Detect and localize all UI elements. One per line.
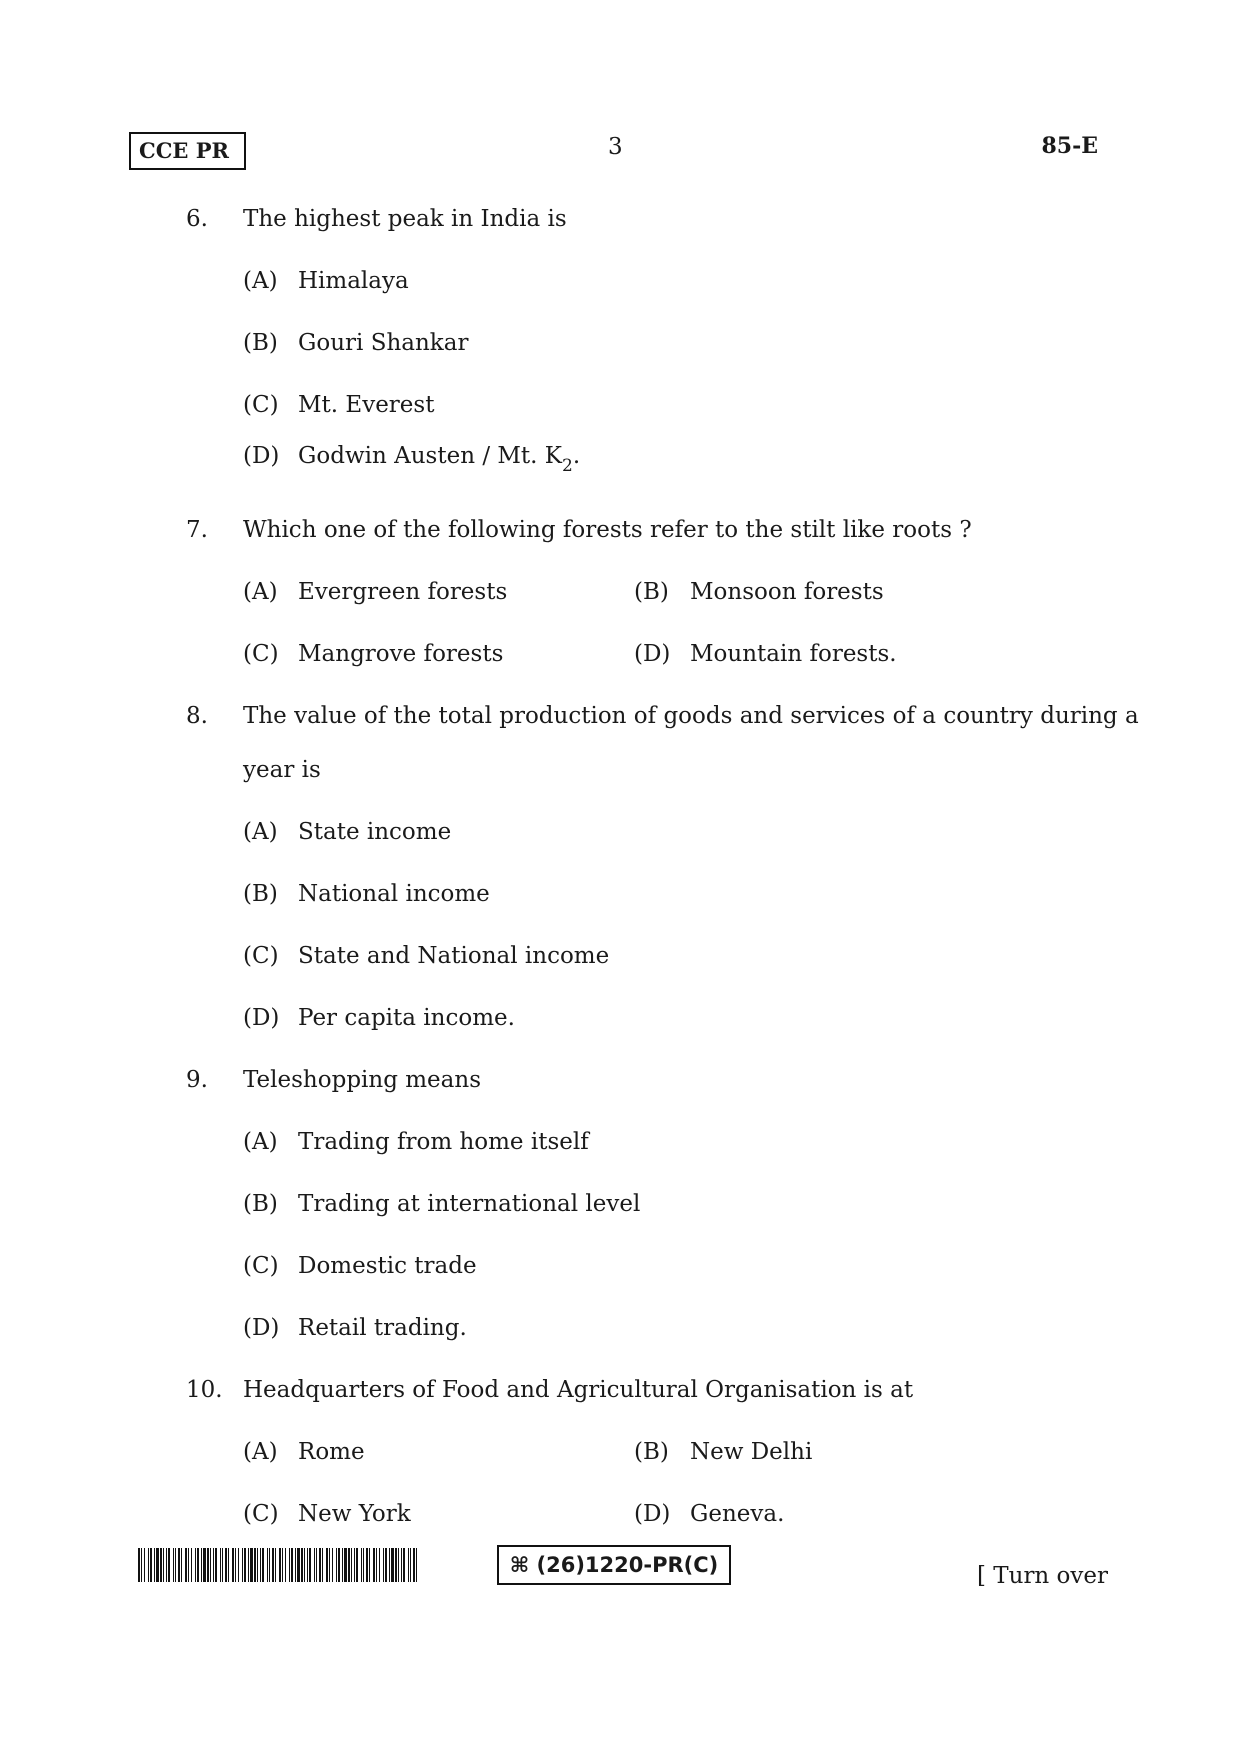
question-text: Headquarters of Food and Agricultural Organisation is at bbox=[243, 1377, 914, 1403]
option-letter: (D) bbox=[634, 641, 671, 667]
barcode-bar bbox=[244, 1548, 246, 1582]
barcode-bar bbox=[408, 1548, 409, 1582]
barcode-bar bbox=[191, 1548, 192, 1582]
option-letter: (B) bbox=[243, 881, 278, 907]
option-text: Domestic trade bbox=[298, 1253, 477, 1279]
barcode-bar bbox=[322, 1548, 323, 1582]
barcode-bar bbox=[366, 1548, 368, 1582]
option-subscript: 2 bbox=[561, 456, 573, 476]
barcode-bar bbox=[413, 1548, 415, 1582]
barcode-bar bbox=[416, 1548, 417, 1582]
option-text: Mountain forests. bbox=[690, 641, 897, 667]
barcode-bar bbox=[356, 1548, 358, 1582]
barcode-bar bbox=[232, 1548, 234, 1582]
option-letter: (B) bbox=[243, 1191, 278, 1217]
command-icon: ⌘ bbox=[509, 1553, 530, 1577]
barcode-bar bbox=[225, 1548, 227, 1582]
barcode-bar bbox=[254, 1548, 256, 1582]
barcode-bar bbox=[215, 1548, 217, 1582]
barcode-bar bbox=[363, 1548, 364, 1582]
barcode-bar bbox=[242, 1548, 243, 1582]
barcode-bar bbox=[267, 1548, 268, 1582]
barcode-bar bbox=[279, 1548, 281, 1582]
option-letter: (C) bbox=[243, 943, 279, 969]
page-number: 3 bbox=[608, 134, 623, 160]
barcode-bar bbox=[210, 1548, 211, 1582]
question-number: 6. bbox=[186, 206, 208, 232]
option-text: New Delhi bbox=[690, 1439, 813, 1465]
footer-code-box bbox=[497, 1545, 731, 1585]
barcode-bar bbox=[148, 1548, 149, 1582]
barcode-bar bbox=[285, 1548, 286, 1582]
barcode-bar bbox=[138, 1548, 140, 1582]
barcode-bar bbox=[332, 1548, 333, 1582]
footer-code-text: (26)1220-PR(C) bbox=[536, 1553, 719, 1577]
barcode-bar bbox=[295, 1548, 296, 1582]
option-text: Monsoon forests bbox=[690, 579, 884, 605]
option-letter: (A) bbox=[243, 268, 278, 294]
option-text bbox=[298, 441, 581, 476]
barcode-bar bbox=[385, 1548, 387, 1582]
paper-code: 85-E bbox=[1041, 133, 1098, 159]
barcode-bar bbox=[144, 1548, 145, 1582]
option-letter: (D) bbox=[634, 1501, 671, 1527]
barcode-bar bbox=[348, 1548, 350, 1582]
barcode-bar bbox=[228, 1548, 229, 1582]
barcode-bar bbox=[235, 1548, 236, 1582]
option-text: Trading from home itself bbox=[298, 1129, 589, 1155]
barcode-bar bbox=[222, 1548, 223, 1582]
barcode-bar bbox=[188, 1548, 189, 1582]
barcode-bar bbox=[175, 1548, 176, 1582]
barcode-bar bbox=[301, 1548, 303, 1582]
option-text-main: Godwin Austen / Mt. K bbox=[298, 443, 562, 469]
barcode-bar bbox=[383, 1548, 384, 1582]
barcode-bar bbox=[361, 1548, 362, 1582]
question-text-line-1: The value of the total production of goods and services of a country during a bbox=[243, 703, 1139, 729]
turn-over-label: [ Turn over bbox=[977, 1563, 1109, 1589]
barcode-bar bbox=[304, 1548, 305, 1582]
barcode-bar bbox=[163, 1548, 164, 1582]
barcode-bar bbox=[238, 1548, 239, 1582]
option-letter: (B) bbox=[634, 579, 669, 605]
option-text: State income bbox=[298, 819, 452, 845]
option-text: New York bbox=[298, 1501, 411, 1527]
option-suffix: . bbox=[572, 443, 581, 469]
barcode-bar bbox=[220, 1548, 221, 1582]
barcode-bar bbox=[269, 1548, 270, 1582]
barcode-bar bbox=[197, 1548, 199, 1582]
option-letter: (A) bbox=[243, 1129, 278, 1155]
barcode-bar bbox=[398, 1548, 399, 1582]
barcode-bar bbox=[309, 1548, 311, 1582]
barcode-bar bbox=[369, 1548, 370, 1582]
barcode-bar bbox=[344, 1548, 347, 1582]
option-letter: (C) bbox=[243, 1253, 279, 1279]
option-text: Retail trading. bbox=[298, 1315, 467, 1341]
option-text: Mt. Everest bbox=[298, 392, 435, 418]
barcode-bar bbox=[307, 1548, 308, 1582]
barcode-bar bbox=[168, 1548, 170, 1582]
barcode-bar bbox=[160, 1548, 162, 1582]
option-letter: (C) bbox=[243, 641, 279, 667]
barcode-bar bbox=[395, 1548, 397, 1582]
barcode-bar bbox=[401, 1548, 402, 1582]
option-text: National income bbox=[298, 881, 490, 907]
option-letter: (C) bbox=[243, 1501, 279, 1527]
barcode-bar bbox=[282, 1548, 283, 1582]
barcode-bar bbox=[314, 1548, 315, 1582]
barcode-bar bbox=[342, 1548, 343, 1582]
option-letter: (D) bbox=[243, 1005, 280, 1031]
option-letter: (A) bbox=[243, 819, 278, 845]
barcode-bar bbox=[166, 1548, 167, 1582]
barcode-bar bbox=[319, 1548, 321, 1582]
barcode-bar bbox=[389, 1548, 390, 1582]
barcode-bar bbox=[201, 1548, 202, 1582]
option-text: Mangrove forests bbox=[298, 641, 504, 667]
barcode-bar bbox=[150, 1548, 152, 1582]
barcode-bar bbox=[181, 1548, 182, 1582]
option-text: Evergreen forests bbox=[298, 579, 508, 605]
barcode-bar bbox=[297, 1548, 300, 1582]
barcode-bar bbox=[154, 1548, 155, 1582]
barcode-bar bbox=[336, 1548, 337, 1582]
option-text: Geneva. bbox=[690, 1501, 785, 1527]
option-letter: (A) bbox=[243, 1439, 278, 1465]
question-text: Which one of the following forests refer to the stilt like roots ? bbox=[243, 517, 972, 543]
barcode-bar bbox=[329, 1548, 330, 1582]
barcode-bar bbox=[316, 1548, 317, 1582]
barcode-bar bbox=[260, 1548, 261, 1582]
barcode-bar bbox=[403, 1548, 405, 1582]
option-letter: (A) bbox=[243, 579, 278, 605]
option-text: State and National income bbox=[298, 943, 610, 969]
option-letter: (C) bbox=[243, 392, 279, 418]
barcode-bar bbox=[173, 1548, 174, 1582]
question-number: 8. bbox=[186, 703, 208, 729]
barcode-bar bbox=[391, 1548, 394, 1582]
barcode-bar bbox=[351, 1548, 352, 1582]
barcode-bar bbox=[185, 1548, 187, 1582]
barcode-bar bbox=[291, 1548, 293, 1582]
option-letter: (B) bbox=[243, 330, 278, 356]
option-letter: (D) bbox=[243, 443, 280, 469]
barcode-bar bbox=[379, 1548, 380, 1582]
barcode-bar bbox=[376, 1548, 377, 1582]
barcode-bar bbox=[275, 1548, 276, 1582]
header-box-label: CCE PR bbox=[129, 132, 246, 170]
barcode-bar bbox=[338, 1548, 340, 1582]
barcode-bar bbox=[410, 1548, 411, 1582]
barcode-bar bbox=[178, 1548, 180, 1582]
barcode-bar bbox=[156, 1548, 159, 1582]
barcode-bar bbox=[207, 1548, 209, 1582]
barcode-bar bbox=[373, 1548, 375, 1582]
option-text: Per capita income. bbox=[298, 1005, 515, 1031]
option-text: Trading at international level bbox=[298, 1191, 641, 1217]
option-text: Gouri Shankar bbox=[298, 330, 469, 356]
barcode-bar bbox=[250, 1548, 253, 1582]
question-number: 7. bbox=[186, 517, 208, 543]
question-text: Teleshopping means bbox=[243, 1067, 481, 1093]
barcode-bar bbox=[262, 1548, 264, 1582]
question-number: 10. bbox=[186, 1377, 223, 1403]
barcode-bar bbox=[203, 1548, 206, 1582]
question-number: 9. bbox=[186, 1067, 208, 1093]
barcode-bar bbox=[289, 1548, 290, 1582]
question-text: The highest peak in India is bbox=[243, 206, 567, 232]
barcode-bar bbox=[257, 1548, 258, 1582]
barcode-bar bbox=[248, 1548, 249, 1582]
barcode-bar bbox=[195, 1548, 196, 1582]
option-letter: (D) bbox=[243, 1315, 280, 1341]
barcode-bar bbox=[141, 1548, 142, 1582]
barcode-icon bbox=[138, 1548, 417, 1582]
barcode-bar bbox=[272, 1548, 274, 1582]
barcode-bar bbox=[326, 1548, 328, 1582]
option-text: Himalaya bbox=[298, 268, 409, 294]
question-text-line-2: year is bbox=[243, 757, 321, 783]
option-text: Rome bbox=[298, 1439, 365, 1465]
barcode-bar bbox=[354, 1548, 355, 1582]
barcode-bar bbox=[213, 1548, 214, 1582]
option-letter: (B) bbox=[634, 1439, 669, 1465]
